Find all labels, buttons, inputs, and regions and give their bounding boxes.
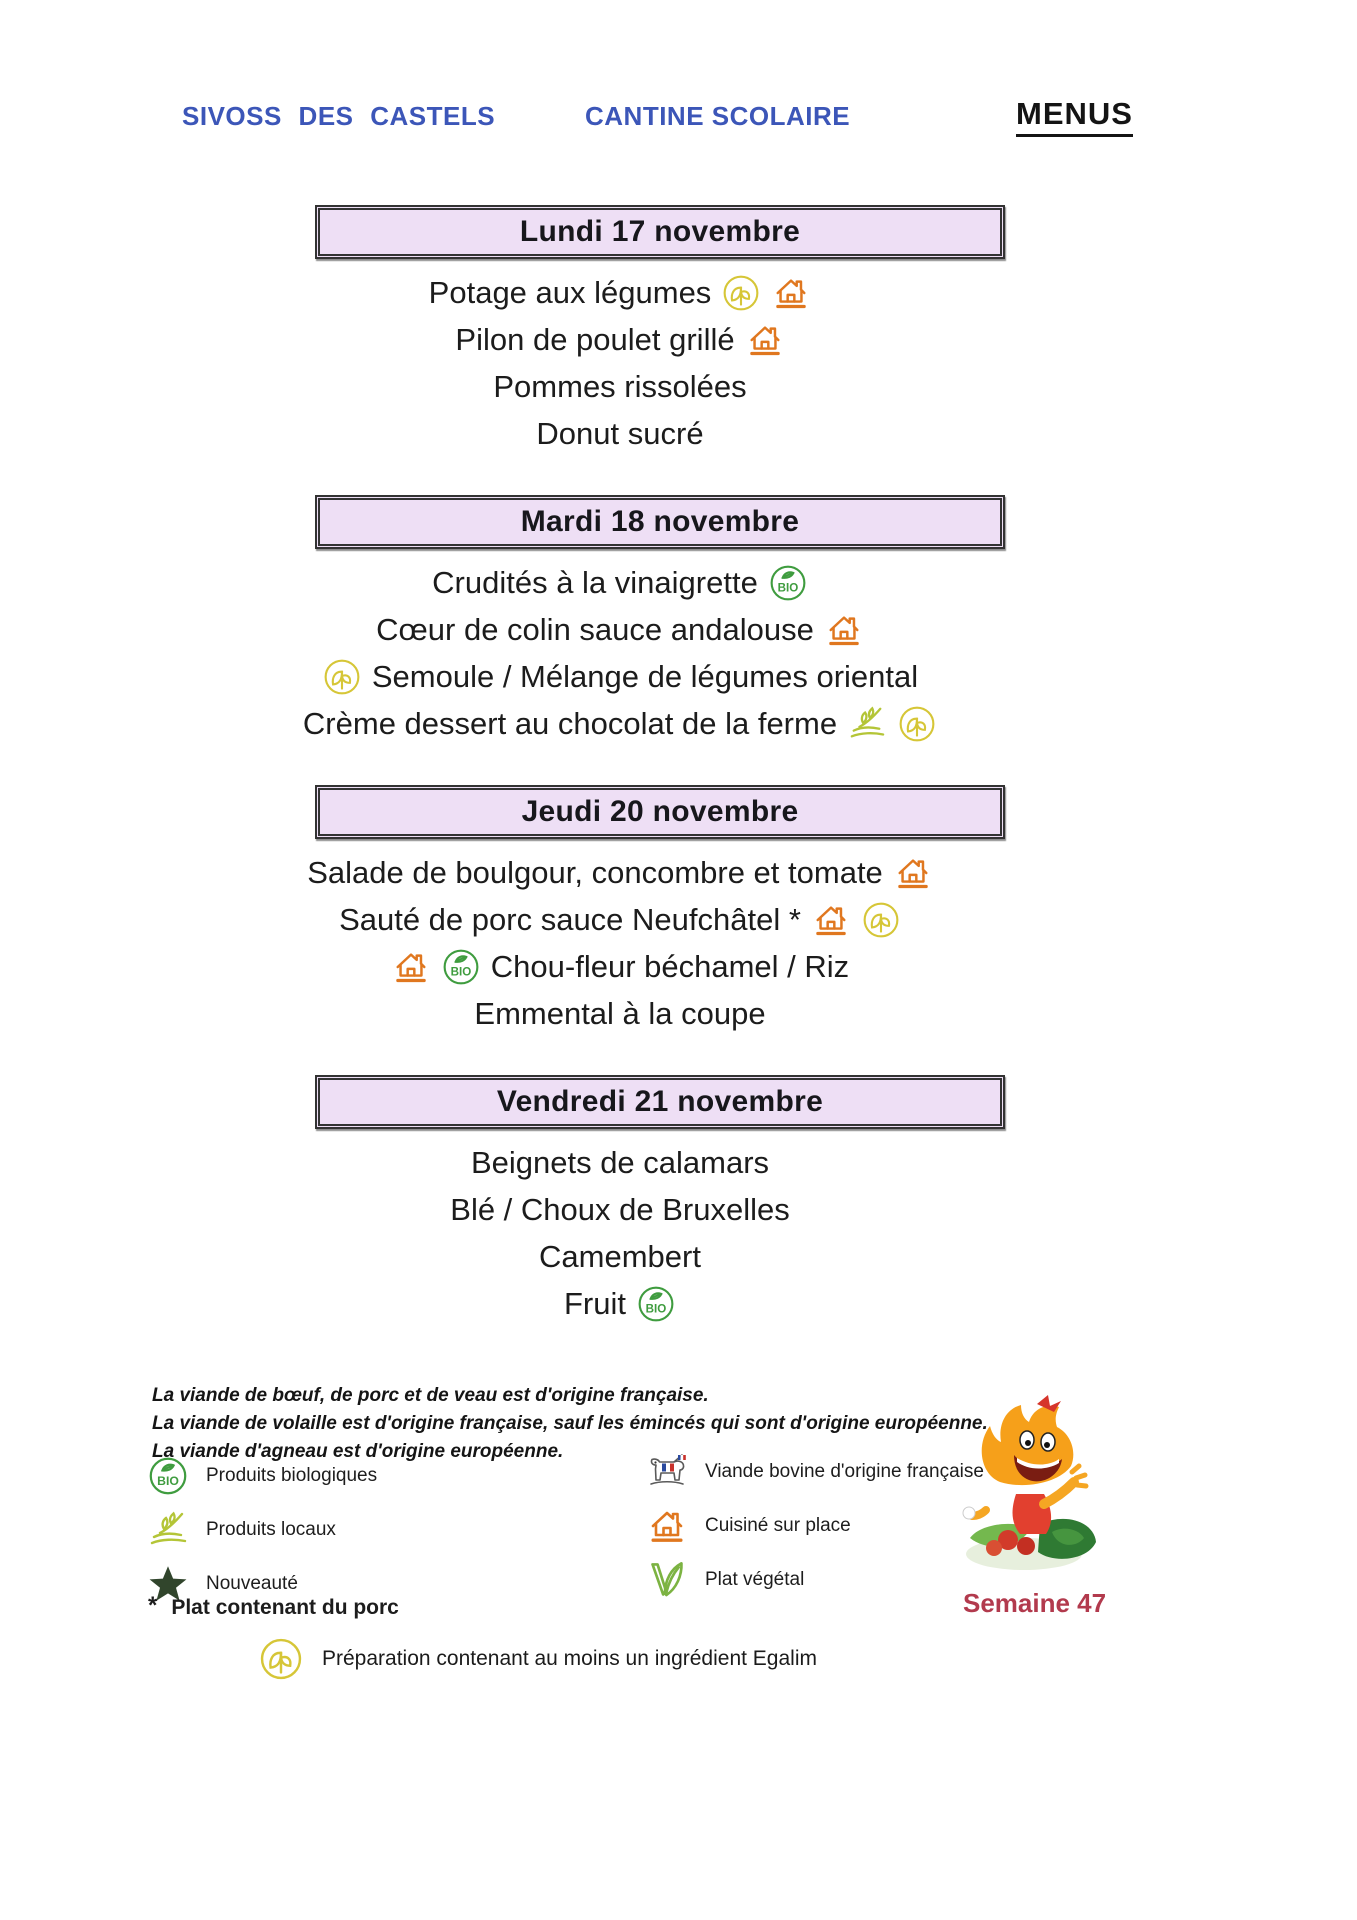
menu-item-text: Chou-fleur béchamel / Riz [490,948,850,984]
day-title: Mardi 18 novembre [520,505,800,538]
egalim-leaf-icon [258,1636,304,1682]
cooked-on-site-icon [824,610,864,650]
menu-item [60,606,1180,653]
local-products-icon [847,704,887,744]
svg-text:BIO: BIO [645,1301,667,1315]
day-header-box [315,785,1005,839]
legend-label: Produits locaux [206,1519,336,1540]
legend-row [645,1560,984,1600]
menu-item [60,1280,1180,1327]
week-number-label: Semaine 47 [963,1588,1107,1618]
day-section [0,495,1357,747]
menu-item-text: Cœur de colin sauce andalouse [376,611,814,647]
egalim-leaf-icon [322,657,362,697]
menu-item [60,943,1180,990]
menu-item [60,316,1180,363]
pork-note [148,1592,399,1620]
legend-label: Viande bovine d'origine française [705,1461,984,1482]
day-header-box [315,205,1005,259]
svg-text:BIO: BIO [450,964,472,978]
menu-item [60,653,1180,700]
legend-row [146,1456,377,1496]
menu-item [60,410,1180,457]
day-title: Vendredi 21 novembre [496,1085,824,1118]
mascot-image [942,1382,1132,1580]
menu-item [60,849,1180,896]
asterisk-marker: * [148,1592,158,1619]
legend-row [645,1506,984,1546]
egalim-leaf-icon [721,273,761,313]
egalim-leaf-icon [897,704,937,744]
french-beef-icon [645,1450,689,1494]
day-header-box [315,1075,1005,1129]
menu-item-text: Potage aux légumes [428,274,712,310]
day-title: Lundi 17 novembre [519,215,801,248]
cooked-on-site-icon [893,853,933,893]
legend-label: Produits biologiques [206,1465,378,1486]
day-section [0,205,1357,457]
day-items [60,559,1180,747]
cooked-on-site-icon [811,900,851,940]
cooked-on-site-icon [771,273,811,313]
menu-item [60,559,1180,606]
menu-days [0,205,1357,1365]
document-subtitle: CANTINE SCOLAIRE [585,101,851,131]
svg-text:BIO: BIO [157,1473,179,1488]
menu-item-text: Salade de boulgour, concombre et tomate [307,854,883,890]
origin-note-line: La viande de volaille est d'origine française, sauf les émincés qui sont d'origine européenne. [152,1413,988,1434]
menu-item-text: Crème dessert au chocolat de la ferme [302,705,838,741]
organization-name: SIVOSS DES CASTELS [182,101,496,131]
cooked-on-site-icon [745,320,785,360]
legend-label: Cuisiné sur place [705,1515,851,1536]
day-items [60,269,1180,457]
egalim-note-label: Préparation contenant au moins un ingrédient Egalim [322,1647,817,1670]
menu-item [60,1186,1180,1233]
menu-item [60,1139,1180,1186]
day-section [0,785,1357,1037]
menu-item [60,896,1180,943]
organic-bio-icon [441,947,481,987]
legend-left-column [146,1456,377,1604]
cooked-on-site-icon [391,947,431,987]
menu-item [60,363,1180,410]
menu-item-text: Sauté de porc sauce Neufchâtel * [339,901,801,937]
cooked-on-site-icon [645,1504,689,1548]
menu-item-text: Crudités à la vinaigrette [432,564,758,600]
origin-note-line: La viande d'agneau est d'origine européenne. [152,1441,564,1462]
menu-item [60,700,1180,747]
vegetal-dish-icon [645,1558,689,1602]
menu-item-text: Semoule / Mélange de légumes oriental [371,658,919,694]
menu-item-text: Pilon de poulet grillé [455,321,735,357]
menu-item-text: Pommes rissolées [493,368,747,404]
menu-item-text: Beignets de calamars [470,1144,770,1180]
menu-item [60,269,1180,316]
day-items [60,849,1180,1037]
organic-bio-icon [636,1284,676,1324]
day-title: Jeudi 20 novembre [521,795,799,828]
menu-item-text: Blé / Choux de Bruxelles [450,1191,790,1227]
legend-right-column [645,1452,984,1600]
svg-text:BIO: BIO [777,580,799,594]
menu-item-text: Emmental à la coupe [474,995,766,1031]
menu-item-text: Fruit [564,1285,626,1321]
legend-label: Plat végétal [705,1569,805,1590]
page-title: MENUS [1016,96,1133,137]
legend-row [146,1510,377,1550]
day-header-box [315,495,1005,549]
pork-note-label: Plat contenant du porc [171,1596,399,1619]
day-section [0,1075,1357,1327]
egalim-note [258,1636,817,1682]
menu-item [60,1233,1180,1280]
origin-note-line: La viande de bœuf, de porc et de veau est d'origine française. [152,1385,709,1406]
organic-bio-icon [146,1454,190,1498]
day-items [60,1139,1180,1327]
legend-label: Nouveauté [206,1573,298,1594]
menu-item [60,990,1180,1037]
legend-row [645,1452,984,1492]
egalim-leaf-icon [861,900,901,940]
organic-bio-icon [768,563,808,603]
menu-item-text: Donut sucré [536,415,704,451]
local-products-icon [146,1508,190,1552]
menu-item-text: Camembert [539,1238,701,1274]
